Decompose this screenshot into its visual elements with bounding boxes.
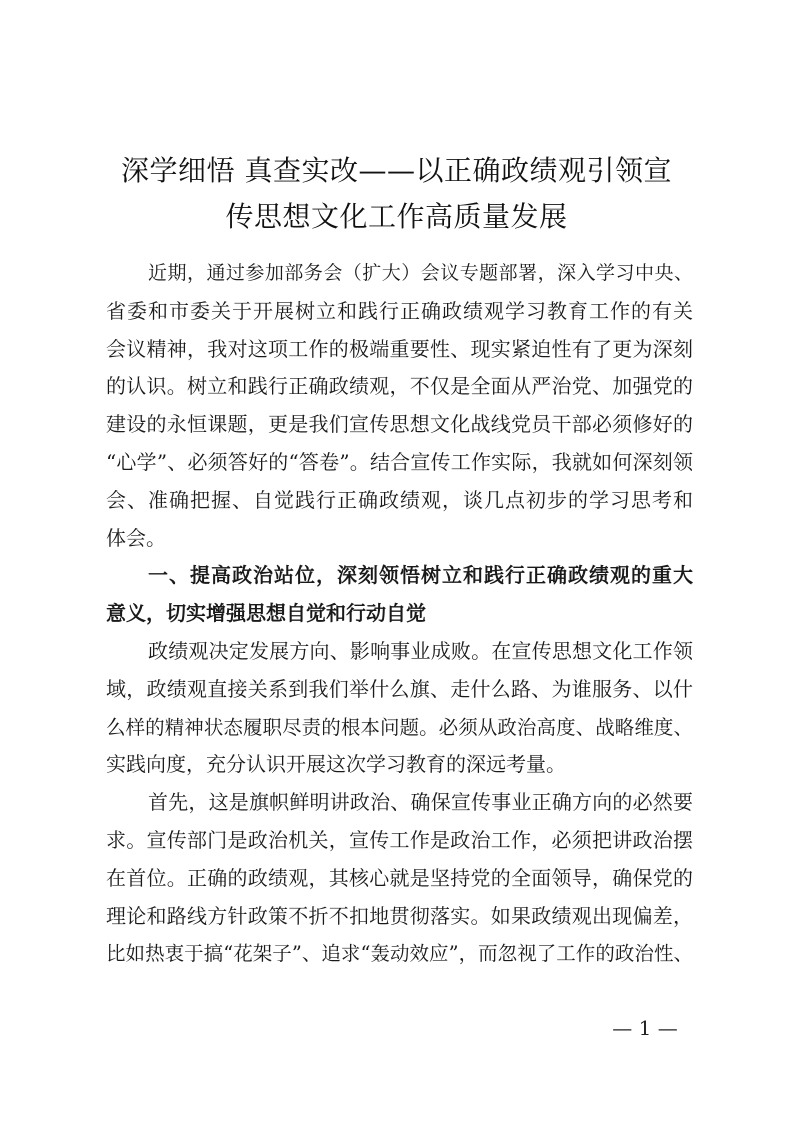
document-title	[100, 148, 693, 240]
heading-line: 意义，切实增强思想自觉和行动自觉	[106, 601, 426, 626]
paragraph-intro	[106, 255, 693, 557]
paragraph-first-point	[106, 784, 693, 973]
text-line: 求。宣传部门是政治机关，宣传工作是政治工作，必须把讲政治摆	[106, 827, 693, 852]
text-line: 理论和路线方针政策不折不扣地贯彻落实。如果政绩观出现偏差，	[106, 903, 693, 928]
text-line: 实践向度，充分认识开展这次学习教育的深远考量。	[106, 752, 566, 777]
text-line: 会、准确把握、自觉践行正确政绩观，谈几点初步的学习思考和	[106, 487, 693, 512]
paragraph-significance	[106, 633, 693, 784]
text-line: 首先，这是旗帜鲜明讲政治、确保宣传事业正确方向的必然要	[148, 790, 693, 815]
title-line-2: 传思想文化工作高质量发展	[225, 200, 568, 233]
text-line: 在首位。正确的政绩观，其核心就是坚持党的全面领导，确保党的	[106, 865, 693, 890]
text-line: 近期，通过参加部务会（扩大）会议专题部署，深入学习中央、	[148, 262, 693, 284]
text-line: 会议精神，我对这项工作的极端重要性、现实紧迫性有了更为深刻	[106, 336, 693, 361]
text-line: 省委和市委关于开展树立和践行正确政绩观学习教育工作的有关	[106, 298, 693, 323]
text-line: “心学”、必须答好的“答卷”。结合宣传工作实际，我就如何深刻领	[106, 449, 693, 474]
page-number: — 1 —	[612, 1016, 678, 1040]
text-line: 政绩观决定发展方向、影响事业成败。在宣传思想文化工作领	[148, 638, 693, 663]
document-body	[106, 255, 693, 973]
text-line: 比如热衷于搞“花架子”、追求“轰动效应”，而忽视了工作的政治性、	[106, 942, 693, 966]
text-line: 体会。	[106, 525, 166, 550]
text-line: 的认识。树立和践行正确政绩观，不仅是全面从严治党、加强党的	[106, 374, 693, 399]
text-line: 建设的永恒课题，更是我们宣传思想文化战线党员干部必须修好的	[106, 412, 693, 437]
text-line: 么样的精神状态履职尽责的根本问题。必须从政治高度、战略维度、	[106, 715, 693, 739]
text-line: 域，政绩观直接关系到我们举什么旗、走什么路、为谁服务、以什	[106, 676, 693, 701]
section-heading-1	[106, 557, 693, 633]
title-line-1: 深学细悟 真查实改——以正确政绩观引领宣	[121, 154, 672, 187]
heading-line: 一、提高政治站位，深刻领悟树立和践行正确政绩观的重大	[148, 563, 693, 588]
